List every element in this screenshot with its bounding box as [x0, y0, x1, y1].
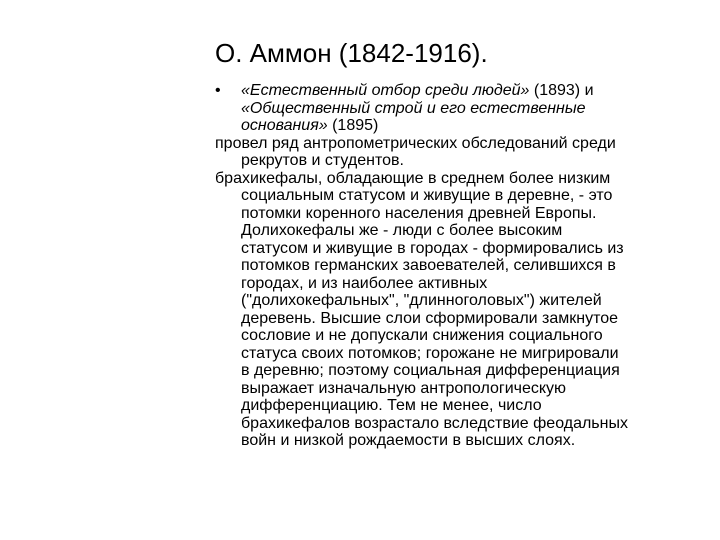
paragraph-study — [215, 135, 685, 170]
paragraph-line: провел ряд антропометрических обследований среди — [215, 134, 616, 152]
work-year-2: (1895) — [327, 117, 379, 134]
paragraph-line: дифференциацию. Тем не менее, число — [241, 397, 542, 414]
work-year-1: (1893) и — [529, 82, 594, 99]
paragraph-findings — [215, 170, 685, 450]
paragraph-line: потомки коренного населения древней Европы. — [241, 204, 597, 222]
slide-body — [215, 82, 685, 450]
paragraph-line: сословие и не допускали снижения социального — [241, 327, 603, 344]
paragraph-line: брахикефалов возрастало вследствие феодальных — [241, 414, 628, 432]
paragraph-line: Долихокефалы же - люди с более высоким — [241, 222, 563, 239]
bullet-line-3 — [241, 117, 685, 135]
paragraph-line: деревень. Высшие слои сформировали замкнутое — [241, 309, 619, 327]
paragraph-line: потомков германских завоевателей, селившихся в — [241, 257, 616, 274]
bullet-line-2: «Общественный строй и его естественные — [241, 99, 586, 117]
paragraph-line: рекрутов и студентов. — [241, 152, 404, 169]
work-title-1: «Естественный отбор среди людей» — [241, 82, 530, 99]
paragraph-line: ("долихокефальных", "длинноголовых") жителей — [241, 292, 602, 309]
paragraph-line: статусом и живущие в городах - формировались из — [241, 239, 624, 257]
paragraph-line: в деревню; поэтому социальная дифференциация — [241, 362, 620, 379]
paragraph-line: выражает изначальную антропологическую — [241, 379, 567, 397]
bullet-line-1 — [241, 82, 685, 100]
paragraph-line: статуса своих потомков; горожане не мигрировали — [241, 344, 619, 362]
paragraph-line: городах, и из наиболее активных — [241, 274, 488, 292]
paragraph-line: войн и низкой рождаемости в высших слоях. — [241, 432, 576, 449]
paragraph-line: брахикефалы, обладающие в среднем более низким — [215, 169, 611, 187]
slide-title: О. Аммон (1842-1916). — [215, 38, 488, 68]
work-title-2-end: основания» — [241, 117, 328, 134]
paragraph-line: социальным статусом и живущие в деревне, - это — [241, 187, 613, 204]
bullet-item — [215, 82, 685, 135]
bullet-icon: • — [215, 82, 221, 99]
